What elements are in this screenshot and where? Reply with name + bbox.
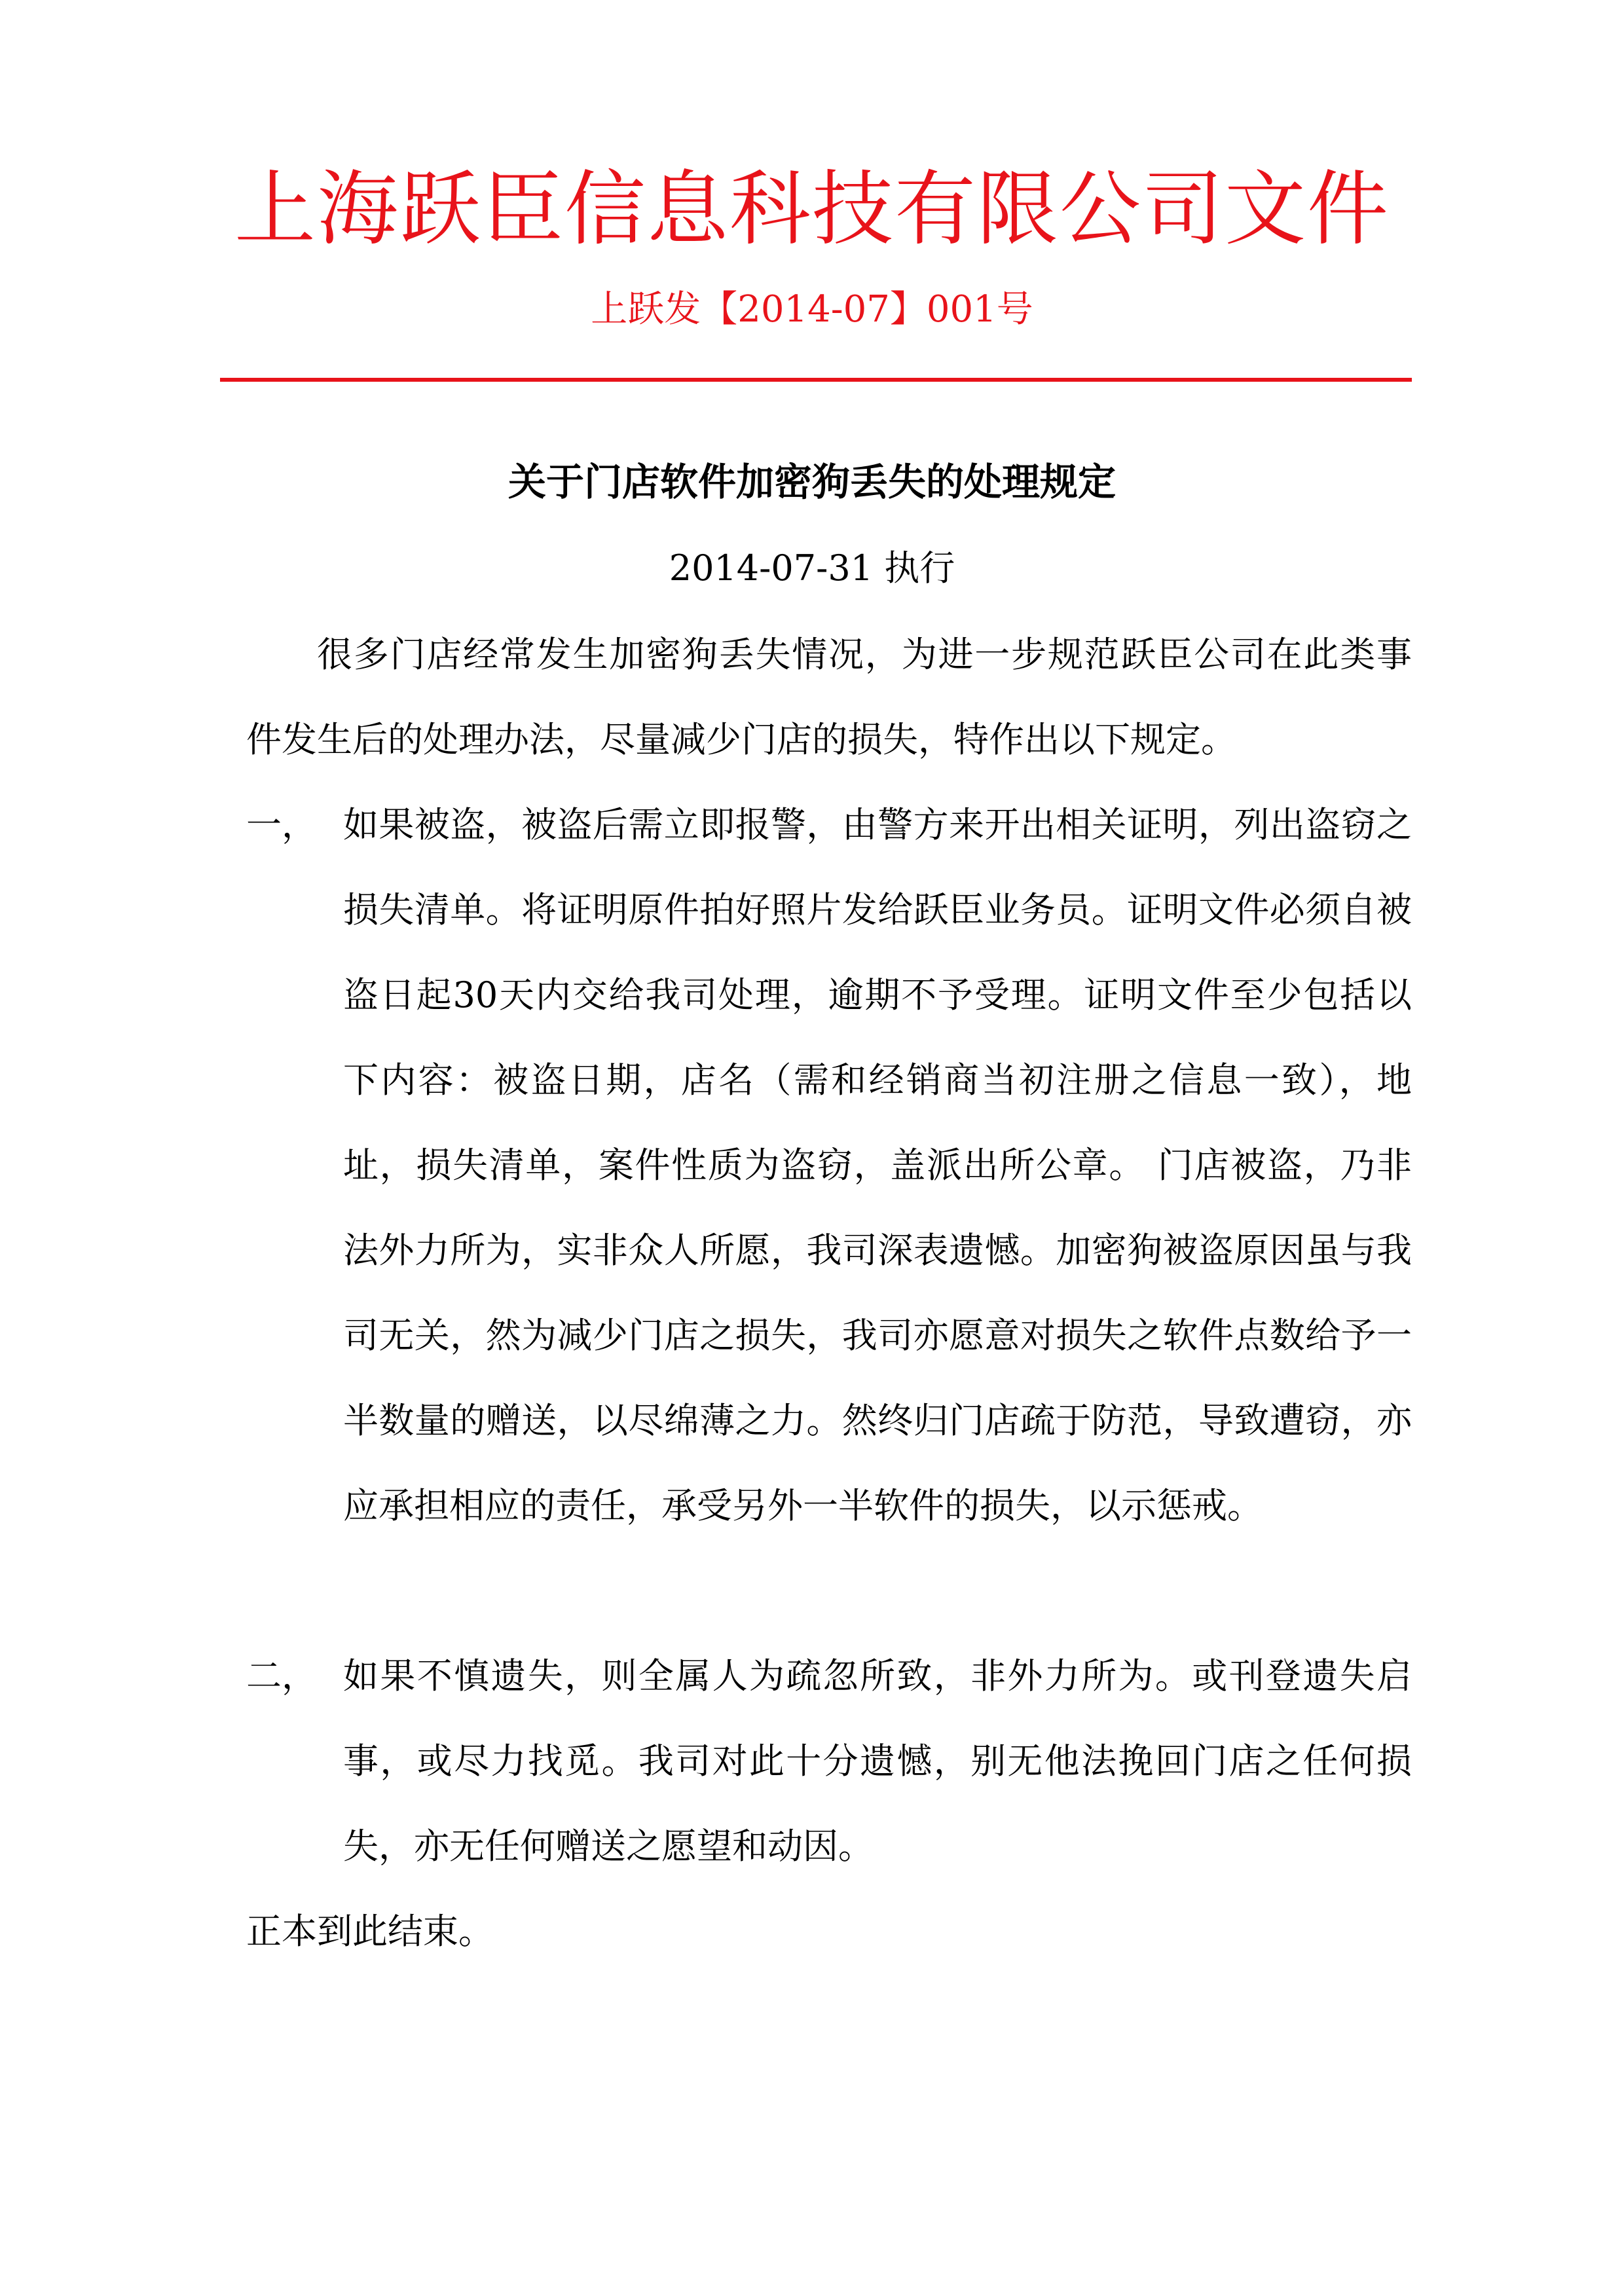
- closing-statement: 正本到此结束。: [246, 1911, 494, 1952]
- header-divider: [220, 378, 1412, 382]
- clause-text: 如果不慎遗失，则全属人为疏忽所致，非外力所为。或刊登遗失启事，或尽力找觅。我司对此十分遗憾，别无他法挽回门店之任何损失，亦无任何赠送之愿望和动因。: [343, 1655, 1412, 1867]
- clause-marker: 一，: [246, 804, 317, 845]
- clause-item: [246, 1634, 1412, 1889]
- intro-paragraph: 很多门店经常发生加密狗丢失情况，为进一步规范跃臣公司在此类事件发生后的处理办法，尽量减少门店的损失，特作出以下规定。: [246, 634, 1412, 760]
- regulation-title: 关于门店软件加密狗丢失的处理规定: [507, 460, 1116, 504]
- clause-item: [246, 782, 1412, 1549]
- clause-text: 如果被盗，被盗后需立即报警，由警方来开出相关证明，列出盗窃之损失清单。将证明原件拍好照片发给跃臣业务员。证明文件必须自被盗日起30天内交给我司处理，逾期不予受理。证明文件至少包括以下内容：被盗日期，店名（需和经销商当初注册之信息一致），地址，损失清单，案件性质为盗窃，盖派出所公章。 门店被盗，乃非法外力所为，实非众人所愿，我司深表遗憾。加密狗被盗原因虽与我司无关，然为减少门店之损失，我司亦愿意对损失之软件点数给予一半数量的赠送，以尽绵薄之力。然终归门店疏于防范，导致遭窃，亦应承担相应的责任，承受另外一半软件的损失，以示惩戒。: [343, 804, 1412, 1526]
- document-number: 上跃发【2014-07】001号: [591, 288, 1033, 331]
- document-header-title: 上海跃臣信息科技有限公司文件: [234, 162, 1390, 257]
- effective-date: 2014-07-31 执行: [669, 547, 955, 589]
- clause-marker: 二，: [246, 1655, 317, 1697]
